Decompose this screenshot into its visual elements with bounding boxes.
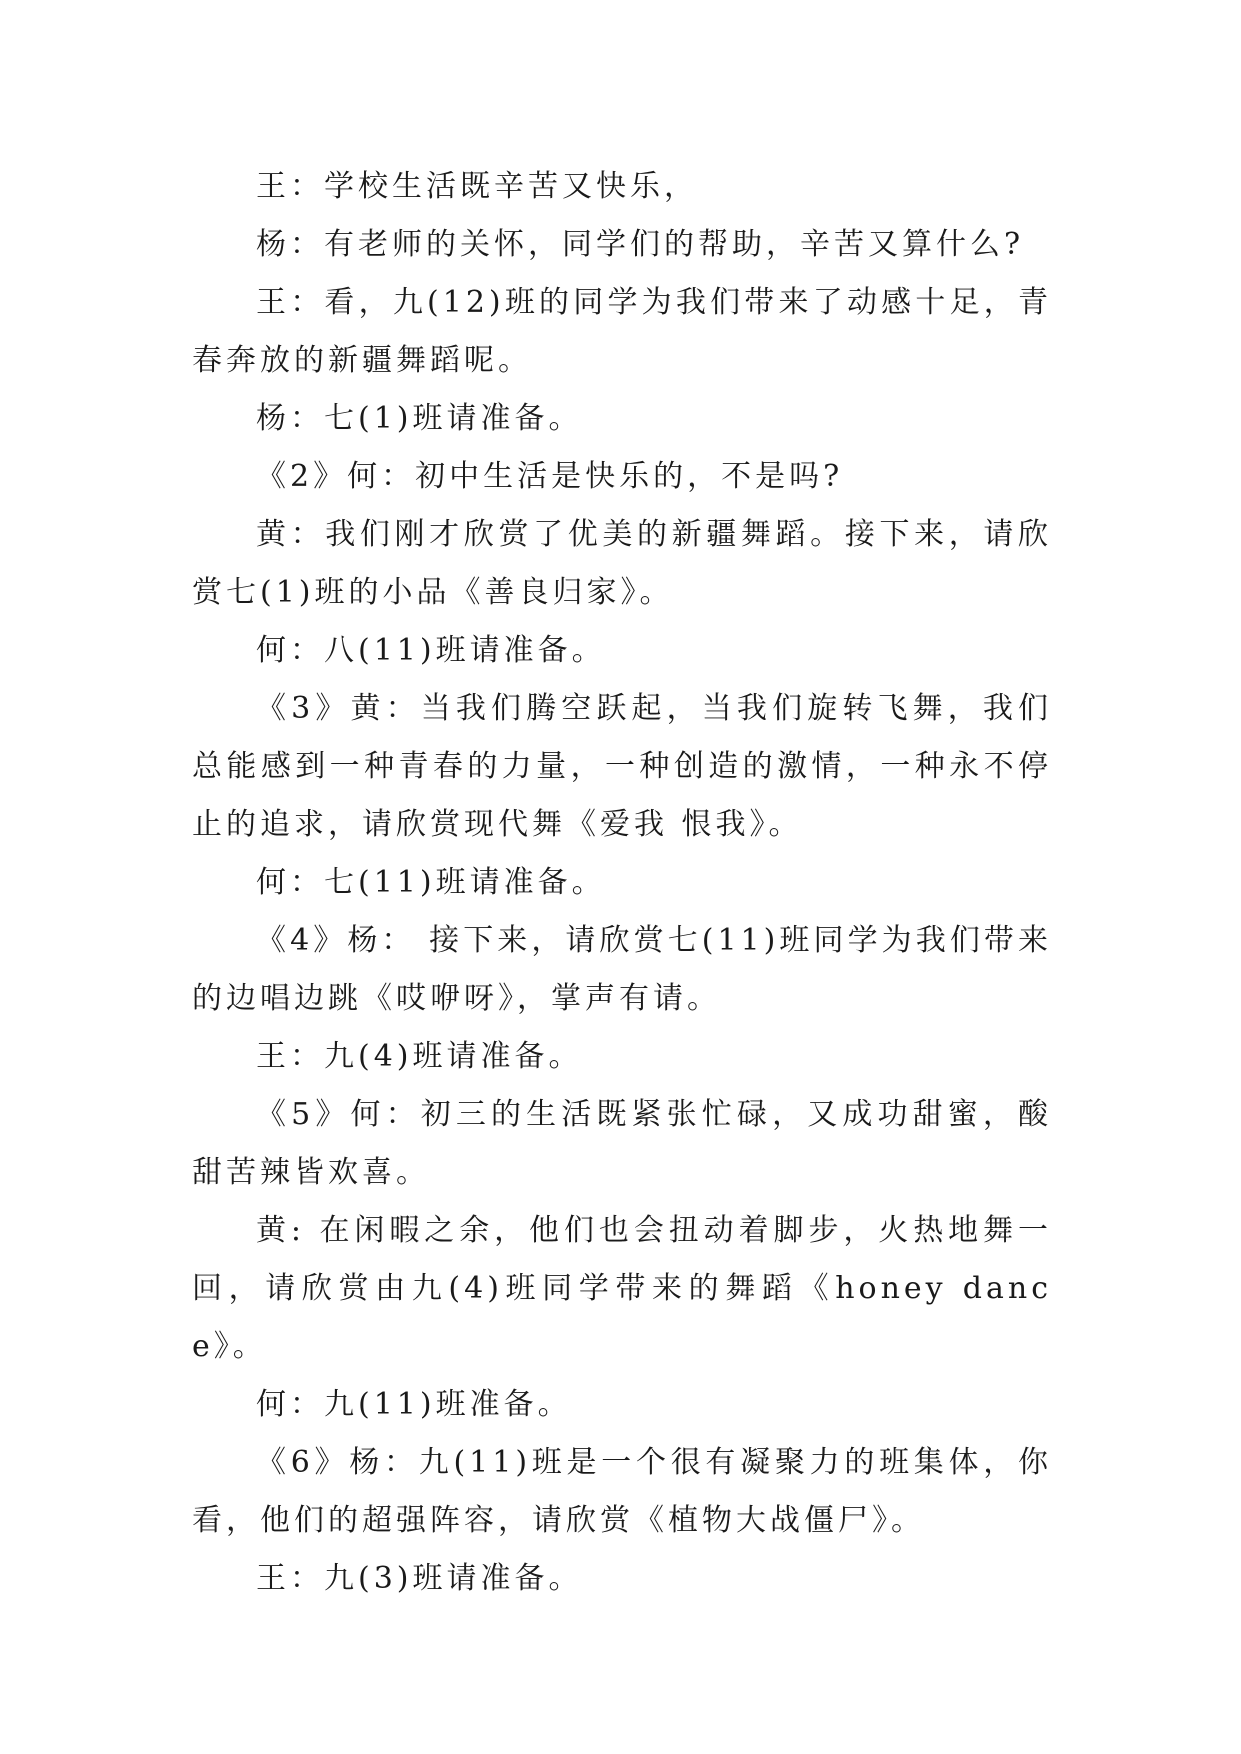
paragraph: 王：看，九(12)班的同学为我们带来了动感十足，青春奔放的新疆舞蹈呢。 — [192, 285, 1052, 378]
paragraph: 何：九(11)班准备。 — [256, 1387, 572, 1422]
paragraph: 黄：我们刚才欣赏了优美的新疆舞蹈。接下来，请欣赏七(1)班的小品《善良归家》。 — [192, 517, 1052, 610]
script-text-body — [192, 158, 1052, 1608]
paragraph: 何：七(11)班请准备。 — [256, 865, 606, 900]
paragraph: 《2》何：初中生活是快乐的，不是吗? — [256, 459, 844, 494]
paragraph: 《3》黄：当我们腾空跃起，当我们旋转飞舞，我们总能感到一种青春的力量，一种创造的激情，一种永不停止的追求，请欣赏现代舞《爱我 恨我》。 — [192, 691, 1052, 842]
paragraph: 《4》杨： 接下来，请欣赏七(11)班同学为我们带来的边唱边跳《哎咿呀》，掌声有请。 — [192, 923, 1052, 1016]
paragraph: 杨：有老师的关怀，同学们的帮助，辛苦又算什么? — [256, 227, 1025, 262]
paragraph: 何：八(11)班请准备。 — [256, 633, 606, 668]
paragraph: 《6》杨：九(11)班是一个很有凝聚力的班集体，你看，他们的超强阵容，请欣赏《植物大战僵尸》。 — [192, 1445, 1052, 1538]
paragraph: 黄: 在闲暇之余，他们也会扭动着脚步，火热地舞一回，请欣赏由九(4)班同学带来的舞蹈《honey dance》。 — [192, 1213, 1052, 1364]
paragraph: 杨：七(1)班请准备。 — [256, 401, 583, 436]
paragraph: 王：九(3)班请准备。 — [256, 1561, 583, 1596]
paragraph: 王：九(4)班请准备。 — [256, 1039, 583, 1074]
paragraph: 《5》何：初三的生活既紧张忙碌，又成功甜蜜，酸甜苦辣皆欢喜。 — [192, 1097, 1052, 1190]
paragraph: 王：学校生活既辛苦又快乐， — [256, 169, 698, 204]
